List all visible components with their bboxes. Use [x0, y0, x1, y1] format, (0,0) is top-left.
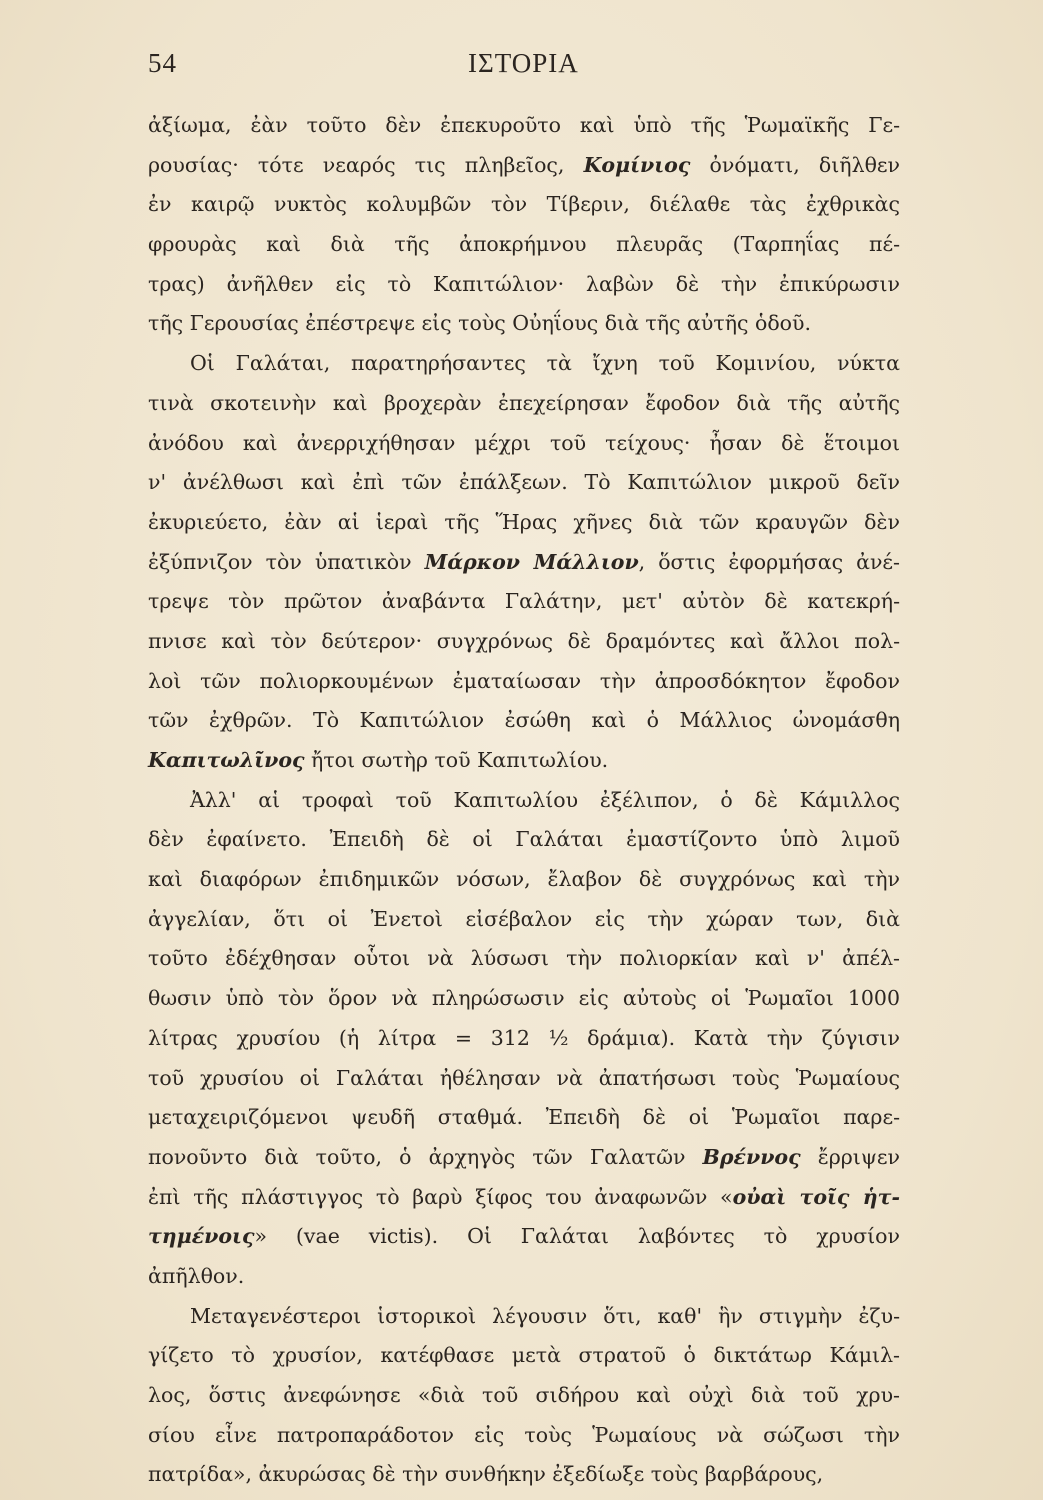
text-run: ἐπὶ τῆς πλάστιγγος τὸ βαρὺ ξίφος του ἀναφωνῶν «: [148, 1184, 733, 1209]
text-run: τῆς Γερουσίας ἐπέστρεψε εἰς τοὺς Οὐηΐους διὰ τῆς αὐτῆς ὁδοῦ.: [148, 311, 811, 336]
italic-name: Κομίνιος: [583, 152, 691, 177]
text-line: [148, 106, 900, 146]
text-line: [148, 1098, 900, 1138]
text-run: ἀπῆλθον.: [148, 1263, 245, 1288]
text-line: [148, 582, 900, 622]
text-line: [148, 1019, 900, 1059]
text-run: ἐξύπνιζον τὸν ὑπατικὸν: [148, 549, 425, 574]
text-run: πονοῦντο διὰ τοῦτο, ὁ ἀρχηγὸς τῶν Γαλατῶν: [148, 1144, 703, 1169]
text-run: φρουρὰς καὶ διὰ τῆς ἀποκρήμνου πλευρᾶς (Ταρπηΐας πέ-: [148, 232, 900, 257]
text-line: [148, 1257, 900, 1297]
text-run: πατρίδα», ἀκυρώσας δὲ τὴν συνθήκην ἐξεδίωξε τοὺς βαρβάρους,: [148, 1462, 824, 1487]
text-run: , ὅστις ἐφορμήσας ἀνέ-: [638, 549, 900, 574]
text-line: [148, 304, 900, 344]
page-number: 54: [148, 48, 177, 78]
text-run: καὶ διαφόρων ἐπιδημικῶν νόσων, ἔλαβον δὲ συγχρόνως καὶ τὴν: [148, 867, 900, 892]
text-line: [148, 543, 900, 583]
text-line: [148, 1416, 900, 1456]
text-line: [148, 384, 900, 424]
text-run: ἐν καιρῷ νυκτὸς κολυμβῶν τὸν Τίβεριν, διέλαθε τὰς ἐχθρικὰς: [148, 192, 900, 217]
text-run: ν' ἀνέλθωσι καὶ ἐπὶ τῶν ἐπάλξεων. Τὸ Καπιτώλιον μικροῦ δεῖν: [148, 470, 900, 495]
text-line: [148, 979, 900, 1019]
text-run: σίου εἶνε πατροπαράδοτον εἰς τοὺς Ῥωμαίους νὰ σώζωσι τὴν: [148, 1422, 900, 1447]
text-line: [148, 424, 900, 464]
text-run: τῶν ἐχθρῶν. Τὸ Καπιτώλιον ἐσώθη καὶ ὁ Μάλλιος ὠνομάσθη: [148, 708, 900, 733]
text-run: ὀνόματι, διῆλθεν: [690, 152, 901, 177]
text-line: [148, 741, 900, 781]
body-text: [148, 106, 900, 1495]
text-run: μεταχειριζόμενοι ψευδῆ σταθμά. Ἐπειδὴ δὲ οἱ Ῥωμαῖοι παρε-: [148, 1105, 900, 1130]
text-run: τρας) ἀνῆλθεν εἰς τὸ Καπιτώλιον· λαβὼν δὲ τὴν ἐπικύρωσιν: [148, 271, 900, 296]
text-line: [148, 662, 900, 702]
text-run: τοῦτο ἐδέχθησαν οὗτοι νὰ λύσωσι τὴν πολιορκίαν καὶ ν' ἀπέλ-: [148, 946, 900, 971]
text-line: [148, 185, 900, 225]
italic-name: Μάρκον Μάλλιον: [424, 549, 639, 574]
text-line: [148, 146, 900, 186]
text-line: [148, 1059, 900, 1099]
text-run: ἐκυριεύετο, ἐὰν αἱ ἱεραὶ τῆς Ἥρας χῆνες διὰ τῶν κραυγῶν δὲν: [148, 509, 900, 534]
text-run: ἔρριψεν: [800, 1144, 900, 1169]
text-line: [148, 900, 900, 940]
text-run: » (vae victis). Οἱ Γαλάται λαβόντες τὸ χρυσίον: [254, 1224, 900, 1249]
text-line: [148, 781, 900, 821]
text-run: ἀγγελίαν, ὅτι οἱ Ἐνετοὶ εἰσέβαλον εἰς τὴν χώραν των, διὰ: [148, 906, 900, 931]
running-title: ΙΣΤΟΡΙΑ: [468, 48, 579, 78]
text-run: ἤτοι σωτὴρ τοῦ Καπιτωλίου.: [304, 748, 609, 772]
text-line: [148, 1178, 900, 1218]
text-line: [148, 344, 900, 384]
text-run: ἀνόδου καὶ ἀνερριχήθησαν μέχρι τοῦ τείχους· ἦσαν δὲ ἕτοιμοι: [148, 430, 900, 455]
italic-name: Καπιτωλῖνος: [148, 748, 305, 772]
text-run: τρεψε τὸν πρῶτον ἀναβάντα Γαλάτην, μετ' αὐτὸν δὲ κατεκρή-: [148, 589, 900, 614]
text-line: [148, 1217, 900, 1257]
text-line: [148, 820, 900, 860]
text-line: [148, 1455, 900, 1495]
text-line: [148, 225, 900, 265]
text-line: [148, 463, 900, 503]
text-line: [148, 939, 900, 979]
text-run: λίτρας χρυσίου (ἡ λίτρα = 312 ½ δράμια). Κατὰ τὴν ζύγισιν: [148, 1025, 900, 1050]
text-line: [148, 1376, 900, 1416]
text-run: ρουσίας· τότε νεαρός τις πληβεῖος,: [148, 152, 584, 177]
text-run: τινὰ σκοτεινὴν καὶ βροχερὰν ἐπεχείρησαν ἔφοδον διὰ τῆς αὐτῆς: [148, 390, 900, 415]
text-line: [148, 701, 900, 741]
text-line: [148, 1336, 900, 1376]
text-line: [148, 860, 900, 900]
text-run: λος, ὅστις ἀνεφώνησε «διὰ τοῦ σιδήρου καὶ οὐχὶ διὰ τοῦ χρυ-: [148, 1383, 900, 1407]
text-run: θωσιν ὑπὸ τὸν ὅρον νὰ πληρώσωσιν εἰς αὐτοὺς οἱ Ῥωμαῖοι 1000: [148, 986, 900, 1011]
text-run: πνισε καὶ τὸν δεύτερον· συγχρόνως δὲ δραμόντες καὶ ἄλλοι πολ-: [148, 628, 900, 653]
italic-name: Βρέννος: [702, 1144, 801, 1169]
text-run: λοὶ τῶν πολιορκουμένων ἐματαίωσαν τὴν ἀπροσδόκητον ἔφοδον: [148, 668, 900, 693]
text-run: Ἀλλ' αἱ τροφαὶ τοῦ Καπιτωλίου ἐξέλιπον, ὁ δὲ Κάμιλλος: [190, 787, 900, 812]
text-run: γίζετο τὸ χρυσίον, κατέφθασε μετὰ στρατοῦ ὁ δικτάτωρ Κάμιλ-: [148, 1343, 900, 1368]
text-run: τοῦ χρυσίου οἱ Γαλάται ἠθέλησαν νὰ ἀπατήσωσι τοὺς Ῥωμαίους: [148, 1065, 900, 1090]
text-line: [148, 1297, 900, 1337]
text-line: [148, 622, 900, 662]
text-run: Μεταγενέστεροι ἱστορικοὶ λέγουσιν ὅτι, καθ' ἣν στιγμὴν ἐζυ-: [190, 1303, 900, 1328]
text-line: [148, 1138, 900, 1178]
text-run: δὲν ἐφαίνετο. Ἐπειδὴ δὲ οἱ Γαλάται ἐμαστίζοντο ὑπὸ λιμοῦ: [148, 827, 900, 852]
text-line: [148, 265, 900, 305]
italic-name: τημένοις: [148, 1224, 255, 1249]
text-run: Οἱ Γαλάται, παρατηρήσαντες τὰ ἴχνη τοῦ Κομινίου, νύκτα: [190, 351, 900, 376]
italic-name: οὐαὶ τοῖς ἡτ-: [732, 1184, 900, 1209]
text-line: [148, 503, 900, 543]
text-run: ἀξίωμα, ἐὰν τοῦτο δὲν ἐπεκυροῦτο καὶ ὑπὸ τῆς Ῥωμαϊκῆς Γε-: [148, 113, 900, 137]
page-header: [148, 48, 908, 88]
